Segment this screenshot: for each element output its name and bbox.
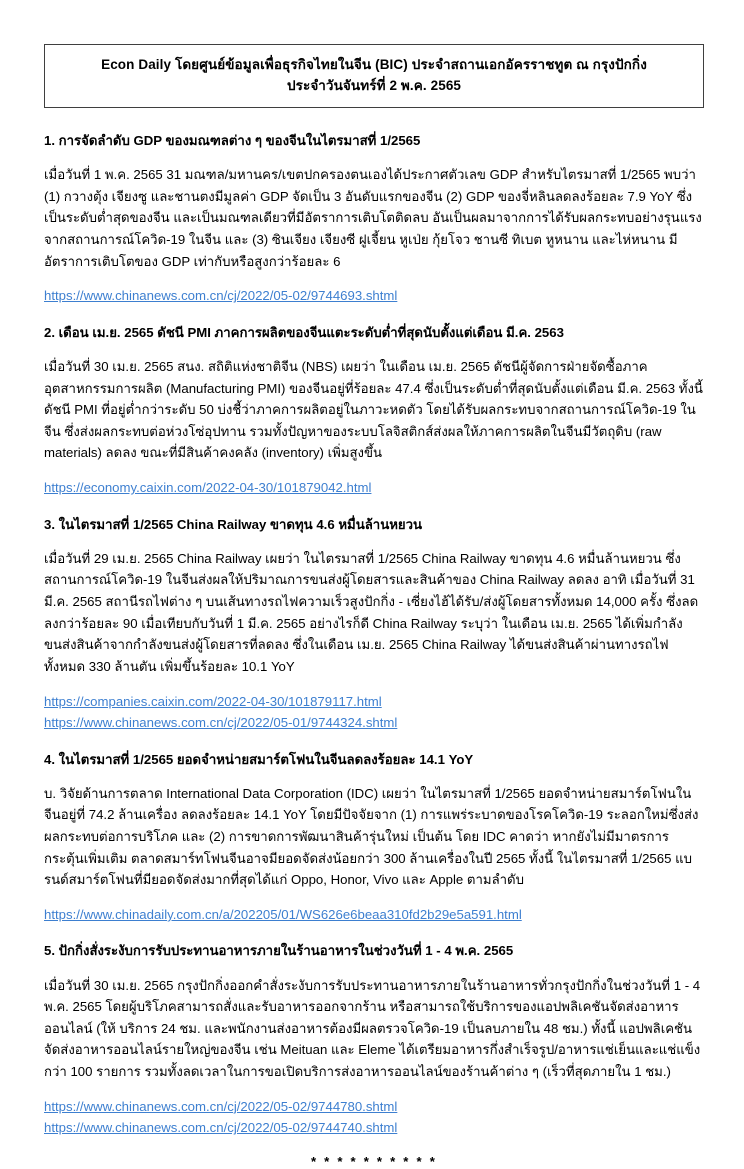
source-link[interactable]: https://www.chinanews.com.cn/cj/2022/05-02/9744740.shtml [44,1120,398,1136]
news-section [44,130,704,307]
section-title: 5. ปักกิ่งสั่งระงับการรับประทานอาหารภายในร้านอาหารในช่วงวันที่ 1 - 4 พ.ค. 2565 [44,943,514,959]
section-title: 4. ในไตรมาสที่ 1/2565 ยอดจำหน่ายสมาร์ตโฟนในจีนลดลงร้อยละ 14.1 YoY [44,751,474,767]
section-body: เมื่อวันที่ 29 เม.ย. 2565 China Railway เผยว่า ในไตรมาสที่ 1/2565 China Railway ขาดทุน 4.6 หมื่นล้านหยวน ซึ่งสถานการณ์โควิด-19 ในจีนส่งผลให้ปริมาณการขนส่งผู้โดยสารและสินค้าของ China Railway ลดลง อาทิ เมื่อวันที่ 31 มี.ค. 2565 สถานีรถไฟต่าง ๆ บนเส้นทางรถไฟความเร็วสูงปักกิ่ง - เซี่ยงไฮ้ได้รับ/ส่งผู้โดยสารทั้งหมด 14,000 ครั้ง ซึ่งลดลงกว่าร้อยละ 90 เมื่อเทียบกับวันที่ 1 มี.ค. 2565 อย่างไรก็ดี China Railway ระบุว่า ในเดือน เม.ย. 2565 ได้เพิ่มกำลังขนส่งสินค้าจากกำลังขนส่งผู้โดยสารที่ลดลง ซึ่งในเดือน เม.ย. 2565 China Railway ได้ขนส่งสินค้าผ่านทางรถไฟทั้งหมด 330 ล้านตัน เพิ่มขึ้นร้อยละ 10.1 YoY [44,550,699,674]
source-link[interactable]: https://www.chinadaily.com.cn/a/202205/01/WS626e6beaa310fd2b29e5a591.html [44,906,522,922]
header-title-line-2: ประจำวันจันทร์ที่ 2 พ.ค. 2565 [286,78,462,93]
source-link[interactable]: https://www.chinanews.com.cn/cj/2022/05-01/9744324.shtml [44,715,398,731]
section-links [44,1096,704,1139]
header-title-line-1: Econ Daily โดยศูนย์ข้อมูลเพื่อธุรกิจไทยในจีน (BIC) ประจำสถานเอกอัครราชทูต ณ กรุงปักกิ่ง [101,57,647,72]
section-body: เมื่อวันที่ 30 เม.ย. 2565 สนง. สถิติแห่งชาติจีน (NBS) เผยว่า ในเดือน เม.ย. 2565 ดัชนีผู้จัดการฝ่ายจัดซื้อภาคอุตสาหกรรมการผลิต (Manufacturing PMI) ของจีนอยู่ที่ร้อยละ 47.4 ซึ่งเป็นระดับต่ำที่สุดนับตั้งแต่เดือน มี.ค. 2563 ทั้งนี้ ดัชนี PMI ที่อยู่ต่ำกว่าระดับ 50 บ่งชี้ว่าภาคการผลิตอยู่ในภาวะหดตัว โดยได้รับผลกระทบจากสถานการณ์โควิด-19 ในจีน ซึ่งส่งผลกระทบต่อห่วงโซ่อุปทาน รวมทั้งปัญหาของระบบโลจิสติกส์ส่งผลให้ภาคการผลิตในจีนมีวัตถุดิบ (raw materials) ลดลง ขณะที่มีสินค้าคงคลัง (inventory) เพิ่มสูงขึ้น [44,359,703,461]
section-title: 2. เดือน เม.ย. 2565 ดัชนี PMI ภาคการผลิตของจีนแตะระดับต่ำที่สุดนับตั้งแต่เดือน มี.ค. 2563 [44,324,564,340]
source-link[interactable]: https://www.chinanews.com.cn/cj/2022/05-02/9744693.shtml [44,288,398,304]
section-body: เมื่อวันที่ 30 เม.ย. 2565 กรุงปักกิ่งออกคำสั่งระงับการรับประทานอาหารภายในร้านอาหารทั่วกรุงปักกิ่งในช่วงวันที่ 1 - 4 พ.ค. 2565 โดยผู้บริโภคสามารถสั่งและรับอาหารออกจากร้าน หรือสามารถใช้บริการของแอปพลิเคชันจัดส่งอาหารออนไลน์ (ให้ บริการ 24 ชม. และพนักงานส่งอาหารต้องมีผลตรวจโควิด-19 เป็นลบภายใน 48 ชม.) ทั้งนี้ แอปพลิเคชันจัดส่งอาหารออนไลน์รายใหญ่ของจีน เช่น Meituan และ Eleme ได้เตรียมอาหารกึ่งสำเร็จรูป/อาหารแช่เย็นและแช่แข็งกว่า 100 รายการ รวมทั้งลดเวลาในการขอเปิดบริการส่งอาหารออนไลน์ของร้านค้าต่าง ๆ (เร็วที่สุดภายใน 1 ชม.) [44,977,701,1080]
source-link[interactable]: https://companies.caixin.com/2022-04-30/101879117.html [44,693,382,709]
news-section [44,749,704,926]
news-section [44,322,704,499]
section-title: 1. การจัดลำดับ GDP ของมณฑลต่าง ๆ ของจีนในไตรมาสที่ 1/2565 [44,133,421,148]
section-links [44,477,704,499]
source-link[interactable]: https://www.chinanews.com.cn/cj/2022/05-02/9744780.shtml [44,1098,398,1114]
footer-separator: * * * * * * * * * * [310,1153,438,1169]
document-header-box [44,44,704,108]
section-links [44,904,704,926]
section-links [44,691,704,734]
section-links [44,285,704,307]
source-link[interactable]: https://economy.caixin.com/2022-04-30/101879042.html [44,480,372,496]
section-body: เมื่อวันที่ 1 พ.ค. 2565 31 มณฑล/มหานคร/เขตปกครองตนเองได้ประกาศตัวเลข GDP สำหรับไตรมาสที่ 1/2565 พบว่า (1) กวางตุ้ง เจียงซู และชานตงมีมูลค่า GDP จัดเป็น 3 อันดับแรกของจีน (2) GDP ของจี่หลินลดลงร้อยละ 7.9 YoY ซึ่งเป็นระดับต่ำสุดของจีน และเป็นมณฑลเดียวที่มีอัตราการเติบโตติดลบ อันเป็นผลมาจากการได้รับผลกระทบอย่างรุนแรงจากสถานการณ์โควิด-19 ในจีน และ (3) ซินเจียง เจียงซี ฝูเจี้ยน หูเป่ย กุ้ยโจว ชานซี ทิเบต หูหนาน และไห่หนาน มีอัตราการเติบโตของ GDP เท่ากับหรือสูงกว่าร้อยละ 6 [44,167,702,269]
section-title: 3. ในไตรมาสที่ 1/2565 China Railway ขาดทุน 4.6 หมื่นล้านหยวน [44,516,423,532]
news-section [44,940,704,1138]
news-section [44,514,704,734]
section-body: บ. วิจัยด้านการตลาด International Data Corporation (IDC) เผยว่า ในไตรมาสที่ 1/2565 ยอดจำหน่ายสมาร์ตโฟนในจีนอยู่ที่ 74.2 ล้านเครื่อง ลดลงร้อยละ 14.1 YoY โดยมีปัจจัยจาก (1) การแพร่ระบาดของโรคโควิด-19 ระลอกใหม่ซึ่งส่งผลกระทบต่อการบริโภค และ (2) การขาดการพัฒนาสินค้ารุ่นใหม่ เป็นต้น โดย IDC คาดว่า หากยังไม่มีมาตรการกระตุ้นเพิ่มเติม ตลาดสมาร์ทโฟนจีนอาจมียอดจัดส่งน้อยกว่า 300 ล้านเครื่องในปี 2565 ทั้งนี้ ในไตรมาสที่ 1/2565 แบรนด์สมาร์ตโฟนที่มียอดจัดส่งมากที่สุดได้แก่ Oppo, Honor, Vivo และ Apple ตามลำดับ [44,785,699,888]
sections-container [44,130,704,1139]
